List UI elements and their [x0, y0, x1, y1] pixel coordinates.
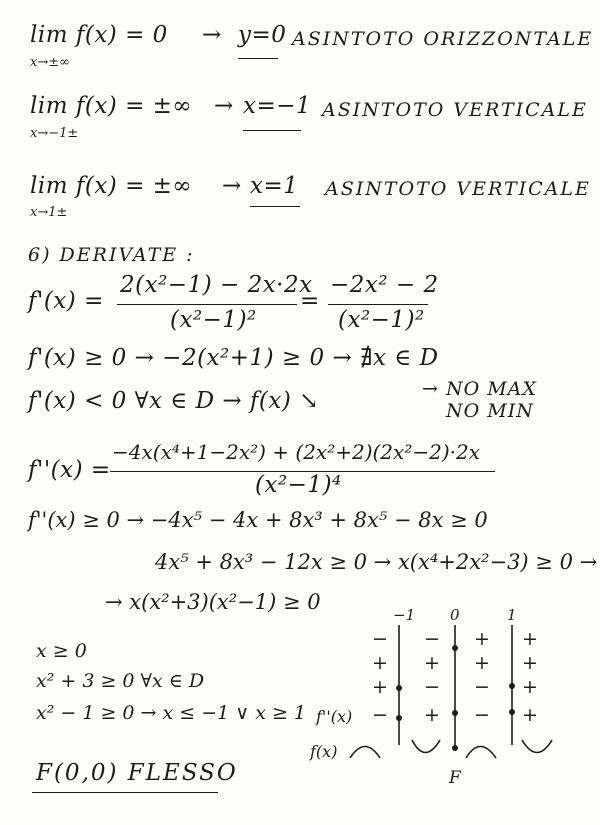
limit-2-label: ASINTOTO VERTICALE: [322, 99, 588, 121]
no-min-label: NO MIN: [446, 400, 534, 422]
sign-cell: +: [424, 704, 440, 726]
limit-3-arrow: →: [222, 173, 242, 199]
second-derivative-denominator: (x²−1)⁴: [255, 472, 342, 498]
sign-table-dot: [509, 683, 515, 689]
sign-table-dot: [452, 710, 458, 716]
sign-table-dot: [509, 709, 515, 715]
sign-point-zero: 0: [450, 606, 460, 624]
limit-1-label: ASINTOTO ORIZZONTALE: [292, 28, 594, 50]
concave-up-arc: [412, 740, 440, 753]
sign-cell: −: [424, 676, 440, 698]
sign-cell: +: [372, 652, 388, 674]
condition-1: x ≥ 0: [36, 640, 87, 662]
sign-row-label-second-derivative: f''(x): [316, 707, 353, 726]
limit-2-arrow: →: [214, 93, 234, 119]
limit-2-result: x=−1: [243, 93, 312, 119]
concave-down-arc: [466, 747, 496, 759]
first-derivative-negative: f'(x) < 0 ∀x ∈ D → f(x) ↘: [28, 388, 319, 414]
first-derivative-denominator-simplified: (x²−1)²: [338, 307, 425, 333]
limit-1-expression: lim f(x) = 0: [30, 22, 168, 48]
second-derivative-numerator: −4x(x⁴+1−2x²) + (2x²+2)(2x²−2)·2x: [112, 440, 480, 464]
limit-2-expression: lim f(x) = ±∞: [30, 93, 193, 119]
first-derivative-positive: f'(x) ≥ 0 → −2(x²+1) ≥ 0 → ∄x ∈ D: [28, 345, 439, 371]
condition-2: x² + 3 ≥ 0 ∀x ∈ D: [36, 670, 205, 692]
sign-table-dot: [452, 745, 458, 751]
sign-cell: +: [474, 628, 490, 650]
first-derivative-lhs: f'(x) =: [28, 288, 104, 314]
inflection-point-label: F: [449, 768, 461, 788]
limit-3-expression: lim f(x) = ±∞: [30, 173, 193, 199]
second-derivative-lhs: f''(x) =: [28, 457, 111, 483]
concave-up-arc: [522, 740, 552, 753]
first-derivative-denominator: (x²−1)²: [170, 307, 257, 333]
concave-down-arc: [350, 747, 380, 759]
sign-cell: +: [372, 676, 388, 698]
second-derivative-inequality-1: f''(x) ≥ 0 → −4x⁵ − 4x + 8x³ + 8x⁵ − 8x ≥ 0: [28, 508, 488, 532]
limit-3-result: x=1: [250, 173, 299, 199]
second-derivative-inequality-2: 4x⁵ + 8x³ − 12x ≥ 0 → x(x⁴+2x²−3) ≥ 0 →: [155, 550, 598, 574]
limit-1-result: y=0: [238, 22, 287, 48]
first-derivative-numerator: 2(x²−1) − 2x·2x: [120, 272, 313, 298]
sign-cell: +: [522, 652, 538, 674]
limit-3-subscript: x→1±: [30, 205, 68, 220]
no-max-label: → NO MAX: [422, 378, 537, 400]
condition-3: x² − 1 ≥ 0 → x ≤ −1 ∨ x ≥ 1: [36, 702, 307, 724]
conclusion: F(0,0) FLESSO: [36, 760, 238, 786]
limit-2-subscript: x→−1±: [30, 126, 79, 141]
second-derivative-inequality-3: → x(x²+3)(x²−1) ≥ 0: [105, 590, 321, 614]
first-derivative-equals: =: [300, 288, 320, 314]
sign-cell: −: [424, 628, 440, 650]
sign-row-label-function: f(x): [310, 742, 338, 761]
limit-1-arrow: →: [202, 22, 222, 48]
sign-cell: +: [522, 628, 538, 650]
sign-cell: +: [522, 704, 538, 726]
sign-table-dot: [396, 715, 402, 721]
sign-cell: +: [522, 676, 538, 698]
sign-cell: −: [372, 704, 388, 726]
sign-cell: +: [424, 652, 440, 674]
sign-point-minus-one: −1: [393, 606, 416, 624]
sign-cell: −: [474, 704, 490, 726]
sign-cell: +: [474, 652, 490, 674]
sign-cell: −: [474, 676, 490, 698]
sign-table-dot: [452, 645, 458, 651]
sign-point-one: 1: [507, 606, 517, 624]
limit-3-label: ASINTOTO VERTICALE: [325, 178, 591, 200]
sign-table-dot: [396, 685, 402, 691]
first-derivative-numerator-simplified: −2x² − 2: [330, 272, 439, 298]
derivatives-heading: 6) DERIVATE :: [28, 244, 195, 266]
sign-cell: −: [372, 628, 388, 650]
limit-1-subscript: x→±∞: [30, 55, 70, 70]
